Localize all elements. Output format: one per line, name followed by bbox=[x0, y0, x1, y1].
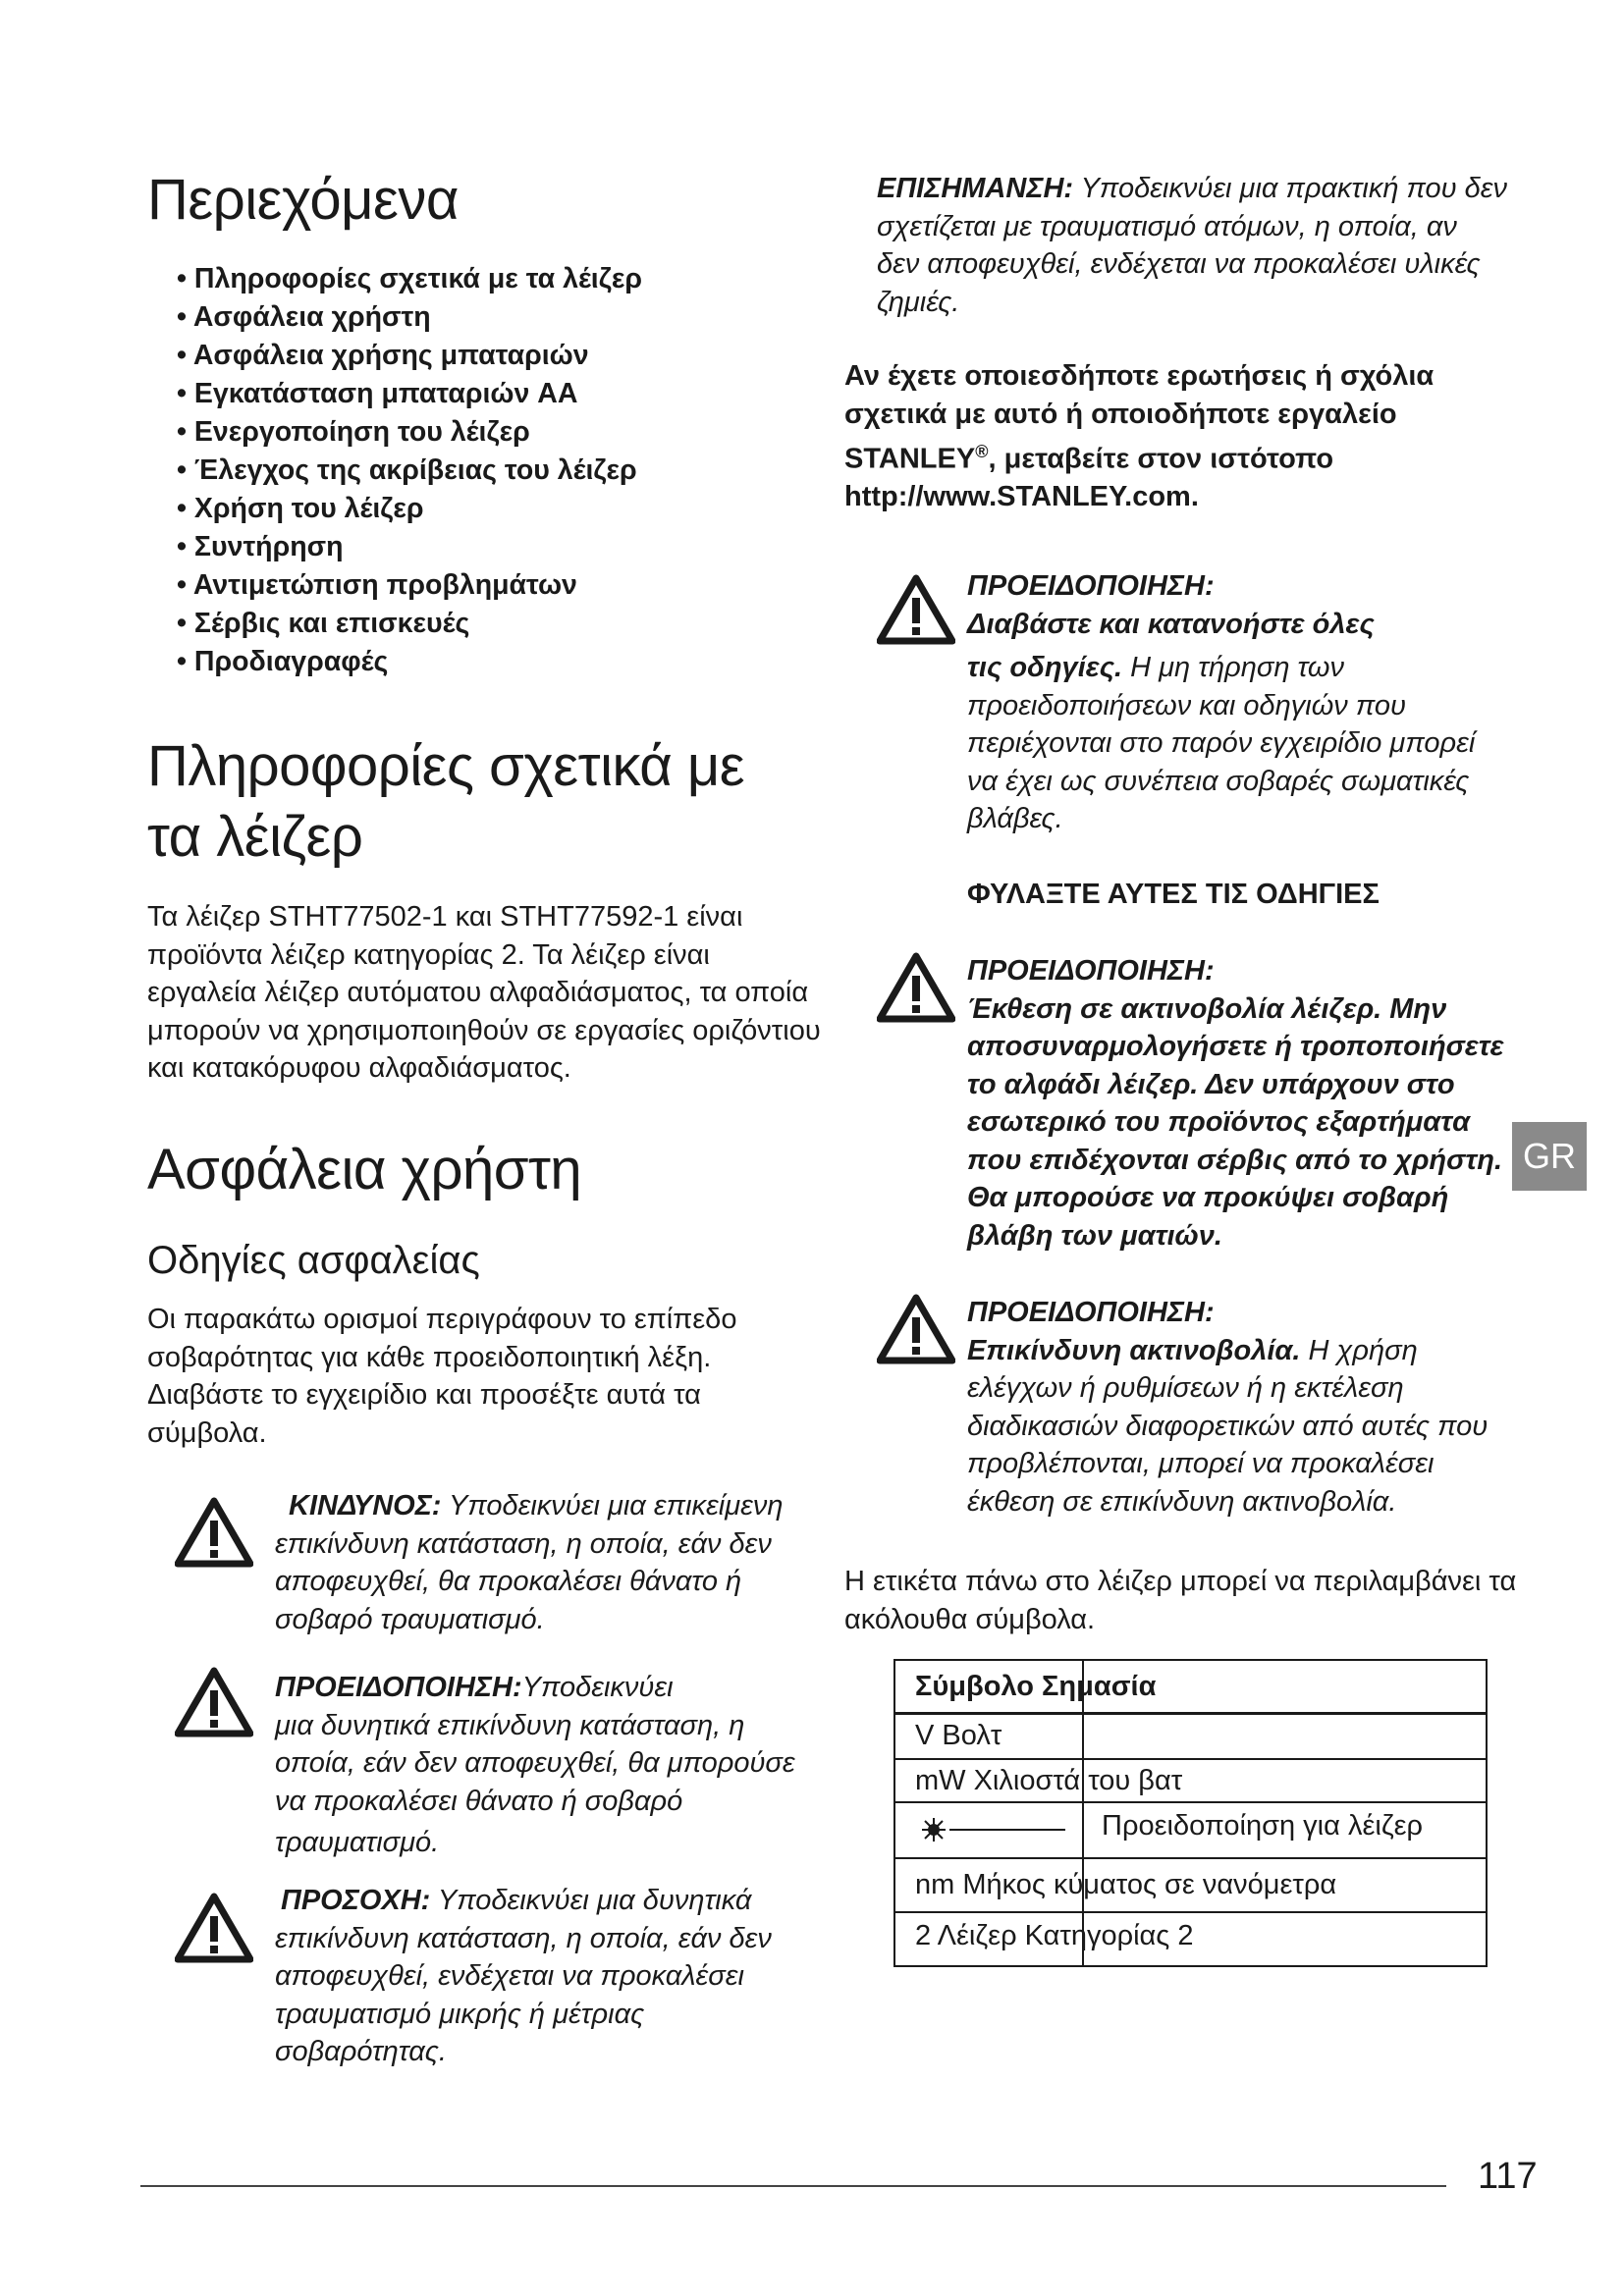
notice-label: ΕΠΙΣΗΜΑΝΣΗ: bbox=[877, 173, 1074, 204]
definition-line: σοβαρό τραυματισμό. bbox=[275, 1603, 545, 1635]
label-paragraph bbox=[844, 1563, 1516, 1638]
laser-info-body bbox=[147, 898, 821, 1088]
definition-line: επικίνδυνη κατάσταση, η οποία, εάν δεν bbox=[275, 1922, 772, 1954]
definition-bold-text: Επικίνδυνη ακτινοβολία. bbox=[967, 1334, 1301, 1366]
definition-line: περιέχονται στο παρόν εγχειρίδιο μπορεί bbox=[967, 727, 1476, 759]
definition-line bbox=[967, 649, 1475, 687]
paragraph-line: ακόλουθα σύμβολα. bbox=[844, 1603, 1096, 1635]
definition-text: Υποδεικνύει μια πρακτική που δεν bbox=[1073, 173, 1508, 204]
definition-line bbox=[967, 1332, 1488, 1370]
paragraph-line: μπορούν να χρησιμοποιηθούν σε εργασίες οριζόντιου bbox=[147, 1014, 821, 1046]
list-item[interactable]: • Ασφάλεια χρήστη bbox=[177, 298, 642, 337]
notice-definition bbox=[877, 170, 1507, 321]
registered-mark: ® bbox=[975, 442, 989, 461]
definition-line: μια δυνητικά επικίνδυνη κατάσταση, η bbox=[275, 1709, 745, 1741]
definition-text: Η μη τήρηση των bbox=[1122, 652, 1345, 683]
danger-label: ΚΙΝΔΥΝΟΣ: bbox=[289, 1490, 442, 1522]
footer-rule bbox=[140, 2185, 1446, 2187]
paragraph-text: , μεταβείτε στον ιστότοπο bbox=[988, 443, 1334, 475]
warning-definition bbox=[275, 1669, 795, 1862]
list-item[interactable]: • Έλεγχος της ακρίβειας του λέιζερ bbox=[177, 452, 642, 490]
paragraph-line: Διαβάστε το εγχειρίδιο και προσέξτε αυτά τα bbox=[147, 1379, 701, 1411]
list-item[interactable]: • Προδιαγραφές bbox=[177, 643, 642, 681]
definition-line: να προκαλέσει θάνατο ή σοβαρό bbox=[275, 1785, 683, 1817]
definition-line: αποφευχθεί, θα προκαλέσει θάνατο ή bbox=[275, 1566, 742, 1597]
paragraph-line: σύμβολα. bbox=[147, 1416, 267, 1449]
definition-line: σοβαρότητας. bbox=[275, 2036, 447, 2067]
table-header-row bbox=[915, 1671, 1156, 1703]
paragraph-line: Τα λέιζερ STHT77502-1 και STHT77592-1 είναι bbox=[147, 901, 743, 933]
definition-text: Υποδεικνύει bbox=[521, 1672, 674, 1703]
definition-line: προβλέπονται, μπορεί να προκαλέσει bbox=[967, 1448, 1435, 1479]
brand-name: STANLEY bbox=[844, 443, 976, 475]
list-item[interactable]: • Εγκατάσταση μπαταριών AA bbox=[177, 375, 642, 413]
questions-paragraph bbox=[844, 357, 1434, 516]
warning-triangle-icon bbox=[175, 1667, 253, 1737]
definition-line: το αλφάδι λέιζερ. Δεν υπάρχουν στο bbox=[967, 1068, 1455, 1100]
laser-info-title bbox=[147, 731, 744, 873]
paragraph-line: και κατακόρυφου αλφαδιάσματος. bbox=[147, 1052, 571, 1084]
laser-info-title-line: τα λέιζερ bbox=[147, 805, 363, 869]
definition-line: τραυματισμό μικρής ή μέτριας bbox=[275, 1998, 645, 2030]
warning-triangle-icon bbox=[877, 574, 955, 645]
paragraph-line bbox=[844, 433, 1434, 478]
table-cell-meaning: Μήκος κύματος σε νανόμετρα bbox=[962, 1869, 1337, 1900]
list-item[interactable]: • Ενεργοποίηση του λέιζερ bbox=[177, 413, 642, 452]
definition-line bbox=[275, 1882, 772, 1920]
table-cell-meaning: Χιλιοστά του βατ bbox=[973, 1765, 1183, 1796]
table-cell-meaning: Προειδοποίηση για λέιζερ bbox=[1102, 1810, 1424, 1842]
definition-line: Θα μπορούσε να προκύψει σοβαρή bbox=[967, 1182, 1449, 1213]
safety-intro bbox=[147, 1301, 736, 1452]
paragraph-line: Η ετικέτα πάνω στο λέιζερ μπορεί να περιλαμβάνει τα bbox=[844, 1566, 1517, 1597]
paragraph-line: σχετικά με αυτό ή οποιοδήποτε εργαλείο bbox=[844, 398, 1397, 430]
paragraph-line: προϊόντα λέιζερ κατηγορίας 2. Τα λέιζερ είναι bbox=[147, 938, 710, 971]
contents-title: Περιεχόμενα bbox=[147, 168, 459, 232]
definition-line: αποφευχθεί, ενδέχεται να προκαλέσει bbox=[275, 1960, 744, 1992]
table-divider bbox=[895, 1758, 1486, 1760]
table-divider bbox=[895, 1712, 1486, 1715]
warning-label: ΠΡΟΕΙΔΟΠΟΙΗΣΗ: bbox=[967, 955, 1215, 987]
warning-label: ΠΡΟΕΙΔΟΠΟΙΗΣΗ: bbox=[275, 1672, 522, 1703]
laser-info-title-line: Πληροφορίες σχετικά με bbox=[147, 734, 745, 798]
website-link[interactable]: http://www.STANLEY.com. bbox=[844, 481, 1199, 513]
definition-line: βλάβες. bbox=[967, 803, 1063, 834]
danger-definition bbox=[275, 1487, 783, 1638]
paragraph-line: σοβαρότητας για κάθε προειδοποιητική λέξη. bbox=[147, 1341, 712, 1373]
contents-list bbox=[177, 260, 642, 681]
table-divider bbox=[895, 1801, 1486, 1803]
table-cell-meaning: Λέιζερ Κατηγορίας 2 bbox=[937, 1920, 1194, 1951]
definition-line bbox=[275, 1487, 783, 1525]
definition-line: ελέγχων ή ρυθμίσεων ή η εκτέλεση bbox=[967, 1372, 1404, 1404]
definition-bold-text: τις οδηγίες. bbox=[967, 652, 1123, 683]
table-cell-symbol: mW bbox=[915, 1765, 966, 1796]
table-row bbox=[915, 1720, 1001, 1752]
table-divider bbox=[895, 1911, 1486, 1913]
warning-triangle-icon bbox=[175, 1893, 253, 1963]
warning-triangle-icon bbox=[877, 1294, 955, 1364]
paragraph-line: εργαλεία λέιζερ αυτόματου αλφαδιάσματος, τα οποία bbox=[147, 977, 809, 1008]
definition-line: διαδικασιών διαφορετικών από αυτές που bbox=[967, 1410, 1489, 1442]
definition-line: έκθεση σε επικίνδυνη ακτινοβολία. bbox=[967, 1485, 1397, 1518]
definition-line: Έκθεση σε ακτινοβολία λέιζερ. Μην bbox=[967, 992, 1447, 1025]
laser-warning-icon bbox=[920, 1816, 1067, 1843]
warning-laser-exposure bbox=[967, 952, 1504, 1255]
list-item[interactable]: • Ασφάλεια χρήσης μπαταριών bbox=[177, 337, 642, 375]
definition-line: ζημιές. bbox=[877, 286, 960, 318]
definition-text: Η χρήση bbox=[1300, 1334, 1418, 1366]
user-safety-title: Ασφάλεια χρήστη bbox=[147, 1138, 582, 1201]
warning-label: ΠΡΟΕΙΔΟΠΟΙΗΣΗ: bbox=[967, 570, 1215, 602]
table-header-symbol: Σύμβολο bbox=[915, 1671, 1034, 1702]
list-item[interactable]: • Χρήση του λέιζερ bbox=[177, 490, 642, 528]
list-item[interactable]: • Σέρβις και επισκευές bbox=[177, 605, 642, 643]
definition-line bbox=[275, 1669, 795, 1707]
table-row bbox=[915, 1920, 1193, 1952]
list-item[interactable]: • Συντήρηση bbox=[177, 528, 642, 566]
list-item[interactable]: • Πληροφορίες σχετικά με τα λέιζερ bbox=[177, 260, 642, 298]
table-divider bbox=[895, 1857, 1486, 1859]
definition-line: αποσυναρμολογήσετε ή τροποποιήσετε bbox=[967, 1031, 1504, 1062]
paragraph-line: Οι παρακάτω ορισμοί περιγράφουν το επίπεδο bbox=[147, 1304, 737, 1335]
caution-definition bbox=[275, 1882, 772, 2071]
table-cell-symbol: V bbox=[915, 1720, 935, 1751]
warning-triangle-icon bbox=[175, 1497, 253, 1568]
definition-line: επικίνδυνη κατάσταση, η οποία, εάν δεν bbox=[275, 1527, 772, 1560]
language-tab: GR bbox=[1512, 1122, 1587, 1191]
definition-line: τραυματισμό. bbox=[275, 1827, 440, 1858]
warning-label: ΠΡΟΕΙΔΟΠΟΙΗΣΗ: bbox=[967, 1297, 1215, 1328]
definition-line: βλάβη των ματιών. bbox=[967, 1219, 1222, 1252]
definition-line: εσωτερικό του προϊόντος εξαρτήματα bbox=[967, 1106, 1471, 1138]
definition-line: που επιδέχονται σέρβις από το χρήστη. bbox=[967, 1144, 1502, 1176]
definition-line: Διαβάστε και κατανοήστε όλες bbox=[967, 608, 1375, 640]
table-cell-meaning: Βολτ bbox=[942, 1720, 1002, 1751]
definition-line: δεν αποφευχθεί, ενδέχεται να προκαλέσει υλικές bbox=[877, 248, 1481, 280]
warning-read-instructions bbox=[967, 567, 1475, 838]
definition-line: προειδοποιήσεων και οδηγιών που bbox=[967, 689, 1406, 721]
definition-line: να έχει ως συνέπεια σοβαρές σωματικές bbox=[967, 765, 1470, 797]
table-row bbox=[915, 1869, 1336, 1901]
paragraph-line: Αν έχετε οποιεσδήποτε ερωτήσεις ή σχόλια bbox=[844, 360, 1435, 392]
definition-text: Υποδεικνύει μια δυνητικά bbox=[430, 1885, 752, 1916]
definition-line: σχετίζεται με τραυματισμό ατόμων, η οποία, αν bbox=[877, 210, 1457, 242]
table-row bbox=[915, 1765, 1182, 1797]
definition-line bbox=[877, 170, 1507, 208]
definition-text: Υποδεικνύει μια επικείμενη bbox=[441, 1490, 784, 1522]
table-row bbox=[915, 1810, 1485, 1849]
definition-line: οποία, εάν δεν αποφευχθεί, θα μπορούσε bbox=[275, 1747, 795, 1779]
warning-hazardous-radiation bbox=[967, 1294, 1488, 1521]
table-header-meaning: Σημασία bbox=[1042, 1671, 1157, 1702]
page-number: 117 bbox=[1478, 2156, 1538, 2197]
warning-triangle-icon bbox=[877, 952, 955, 1023]
table-cell-symbol: 2 bbox=[915, 1920, 932, 1951]
keep-instructions-heading: ΦΥΛΑΞΤΕ ΑΥΤΕΣ ΤΙΣ ΟΔΗΓΙΕΣ bbox=[967, 879, 1380, 910]
symbol-table bbox=[893, 1659, 1488, 1967]
list-item[interactable]: • Αντιμετώπιση προβλημάτων bbox=[177, 566, 642, 605]
caution-label: ΠΡΟΣΟΧΗ: bbox=[281, 1885, 431, 1916]
safety-instructions-subtitle: Οδηγίες ασφαλείας bbox=[147, 1239, 480, 1282]
table-cell-symbol: nm bbox=[915, 1869, 955, 1900]
